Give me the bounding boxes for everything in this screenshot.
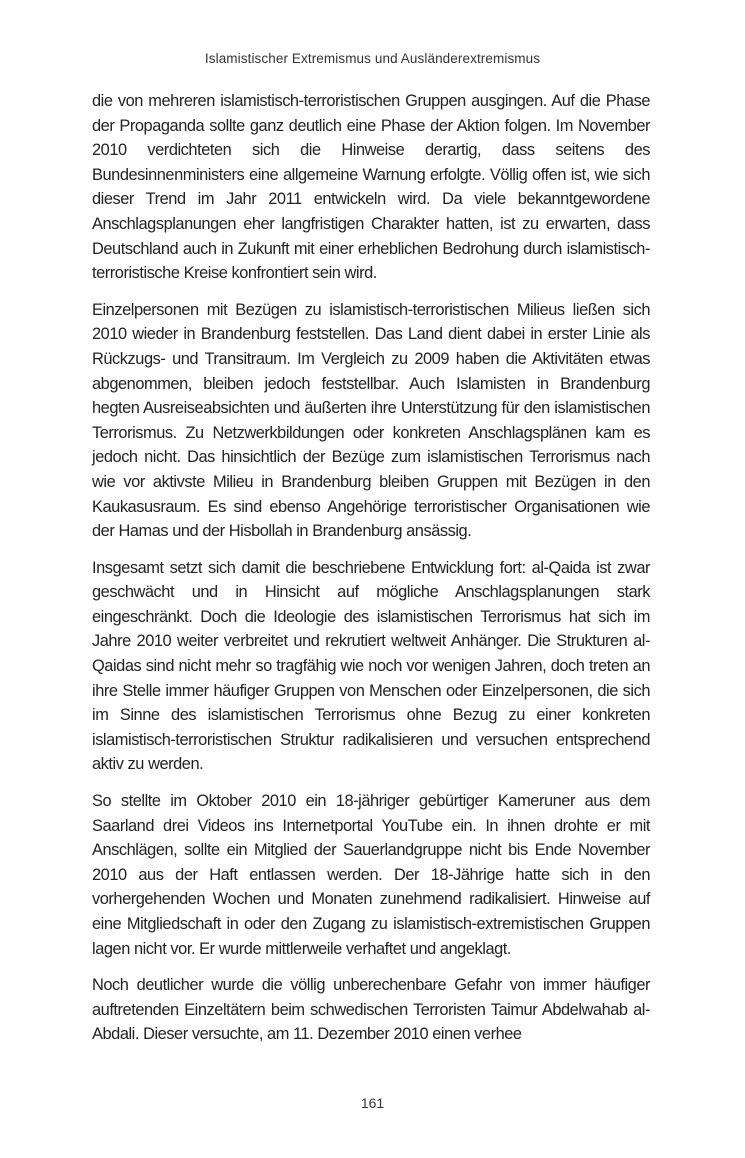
paragraph-3: Insgesamt setzt sich damit die beschriebene Entwicklung fort: al-Qaida ist zwar geschwächt und in Hinsicht auf mögliche Anschlagsplanungen stark eingeschränkt. Doch die Ideologie des islamistischen Terrorismus hat sich im Jahre 2010 weiter verbreitet und rekrutiert weltweit Anhänger. Die Strukturen al-Qaidas sind nicht mehr so tragfähig wie noch vor wenigen Jahren, doch treten an ihre Stelle immer häufiger Gruppen von Menschen oder Einzelpersonen, die sich im Sinne des islamistischen Terrorismus ohne Bezug zu einer konkreten islamistisch-terroristischen Struktur radikalisieren und versuchen entsprechend aktiv zu werden.: [92, 558, 650, 774]
running-header: Islamistischer Extremismus und Ausländerextremismus: [204, 51, 541, 66]
page-number: 161: [360, 1095, 385, 1111]
paragraph-2: Einzelpersonen mit Bezügen zu islamistisch-terroristischen Milieus ließen sich 2010 wieder in Brandenburg feststellen. Das Land dient dabei in erster Linie als Rückzugs- und Transitraum. Im Vergleich zu 2009 haben die Aktivitäten etwas abgenommen, bleiben jedoch feststellbar. Auch Islamisten in Brandenburg hegten Ausreiseabsichten und äußerten ihre Unterstützung für den islamistischen Terrorismus. Zu Netzwerkbildungen oder konkreten Anschlagsplänen kam es jedoch nicht. Das hinsichtlich der Bezüge zum islamistischen Terrorismus nach wie vor aktivste Milieu in Brandenburg bleiben Gruppen mit Bezügen in den Kaukasusraum. Es sind ebenso Angehörige terroristischer Organisationen wie der Hamas und der Hisbollah in Brandenburg ansässig.: [92, 300, 650, 541]
paragraph-4: So stellte im Oktober 2010 ein 18-jähriger gebürtiger Kameruner aus dem Saarland drei Videos ins Internetportal YouTube ein. In ihnen drohte er mit Anschlägen, sollte ein Mitglied der Sauerlandgruppe nicht bis Ende November 2010 aus der Haft entlassen werden. Der 18-Jährige hatte sich in den vorhergehenden Wochen und Monaten zunehmend radikalisiert. Hinweise auf eine Mitgliedschaft in oder den Zugang zu islamistisch-extremistischen Gruppen lagen nicht vor. Er wurde mittlerweile verhaftet und angeklagt.: [92, 792, 650, 958]
paragraph-5: Noch deutlicher wurde die völlig unberechenbare Gefahr von immer häufiger auftretenden Einzeltätern beim schwedischen Terroristen Taimur Abdelwahab al-Abdali. Dieser versuchte, am 11. Dezember 2010 einen verhee: [92, 976, 650, 1044]
paragraph-1: die von mehreren islamistisch-terroristischen Gruppen ausgingen. Auf die Phase der Propaganda sollte ganz deutlich eine Phase der Aktion folgen. Im November 2010 verdichteten sich die Hinweise derartig, dass seitens des Bundesinnenministers eine allgemeine Warnung erfolgte. Völlig offen ist, wie sich dieser Trend im Jahr 2011 entwickeln wird. Da viele bekanntgewordene Anschlagsplanungen eher langfristigen Charakter hatten, ist zu erwarten, dass Deutschland auch in Zukunft mit einer erheblichen Bedrohung durch islamistisch-terroristische Kreise konfrontiert sein wird.: [92, 92, 650, 283]
body-text: [92, 89, 650, 1059]
